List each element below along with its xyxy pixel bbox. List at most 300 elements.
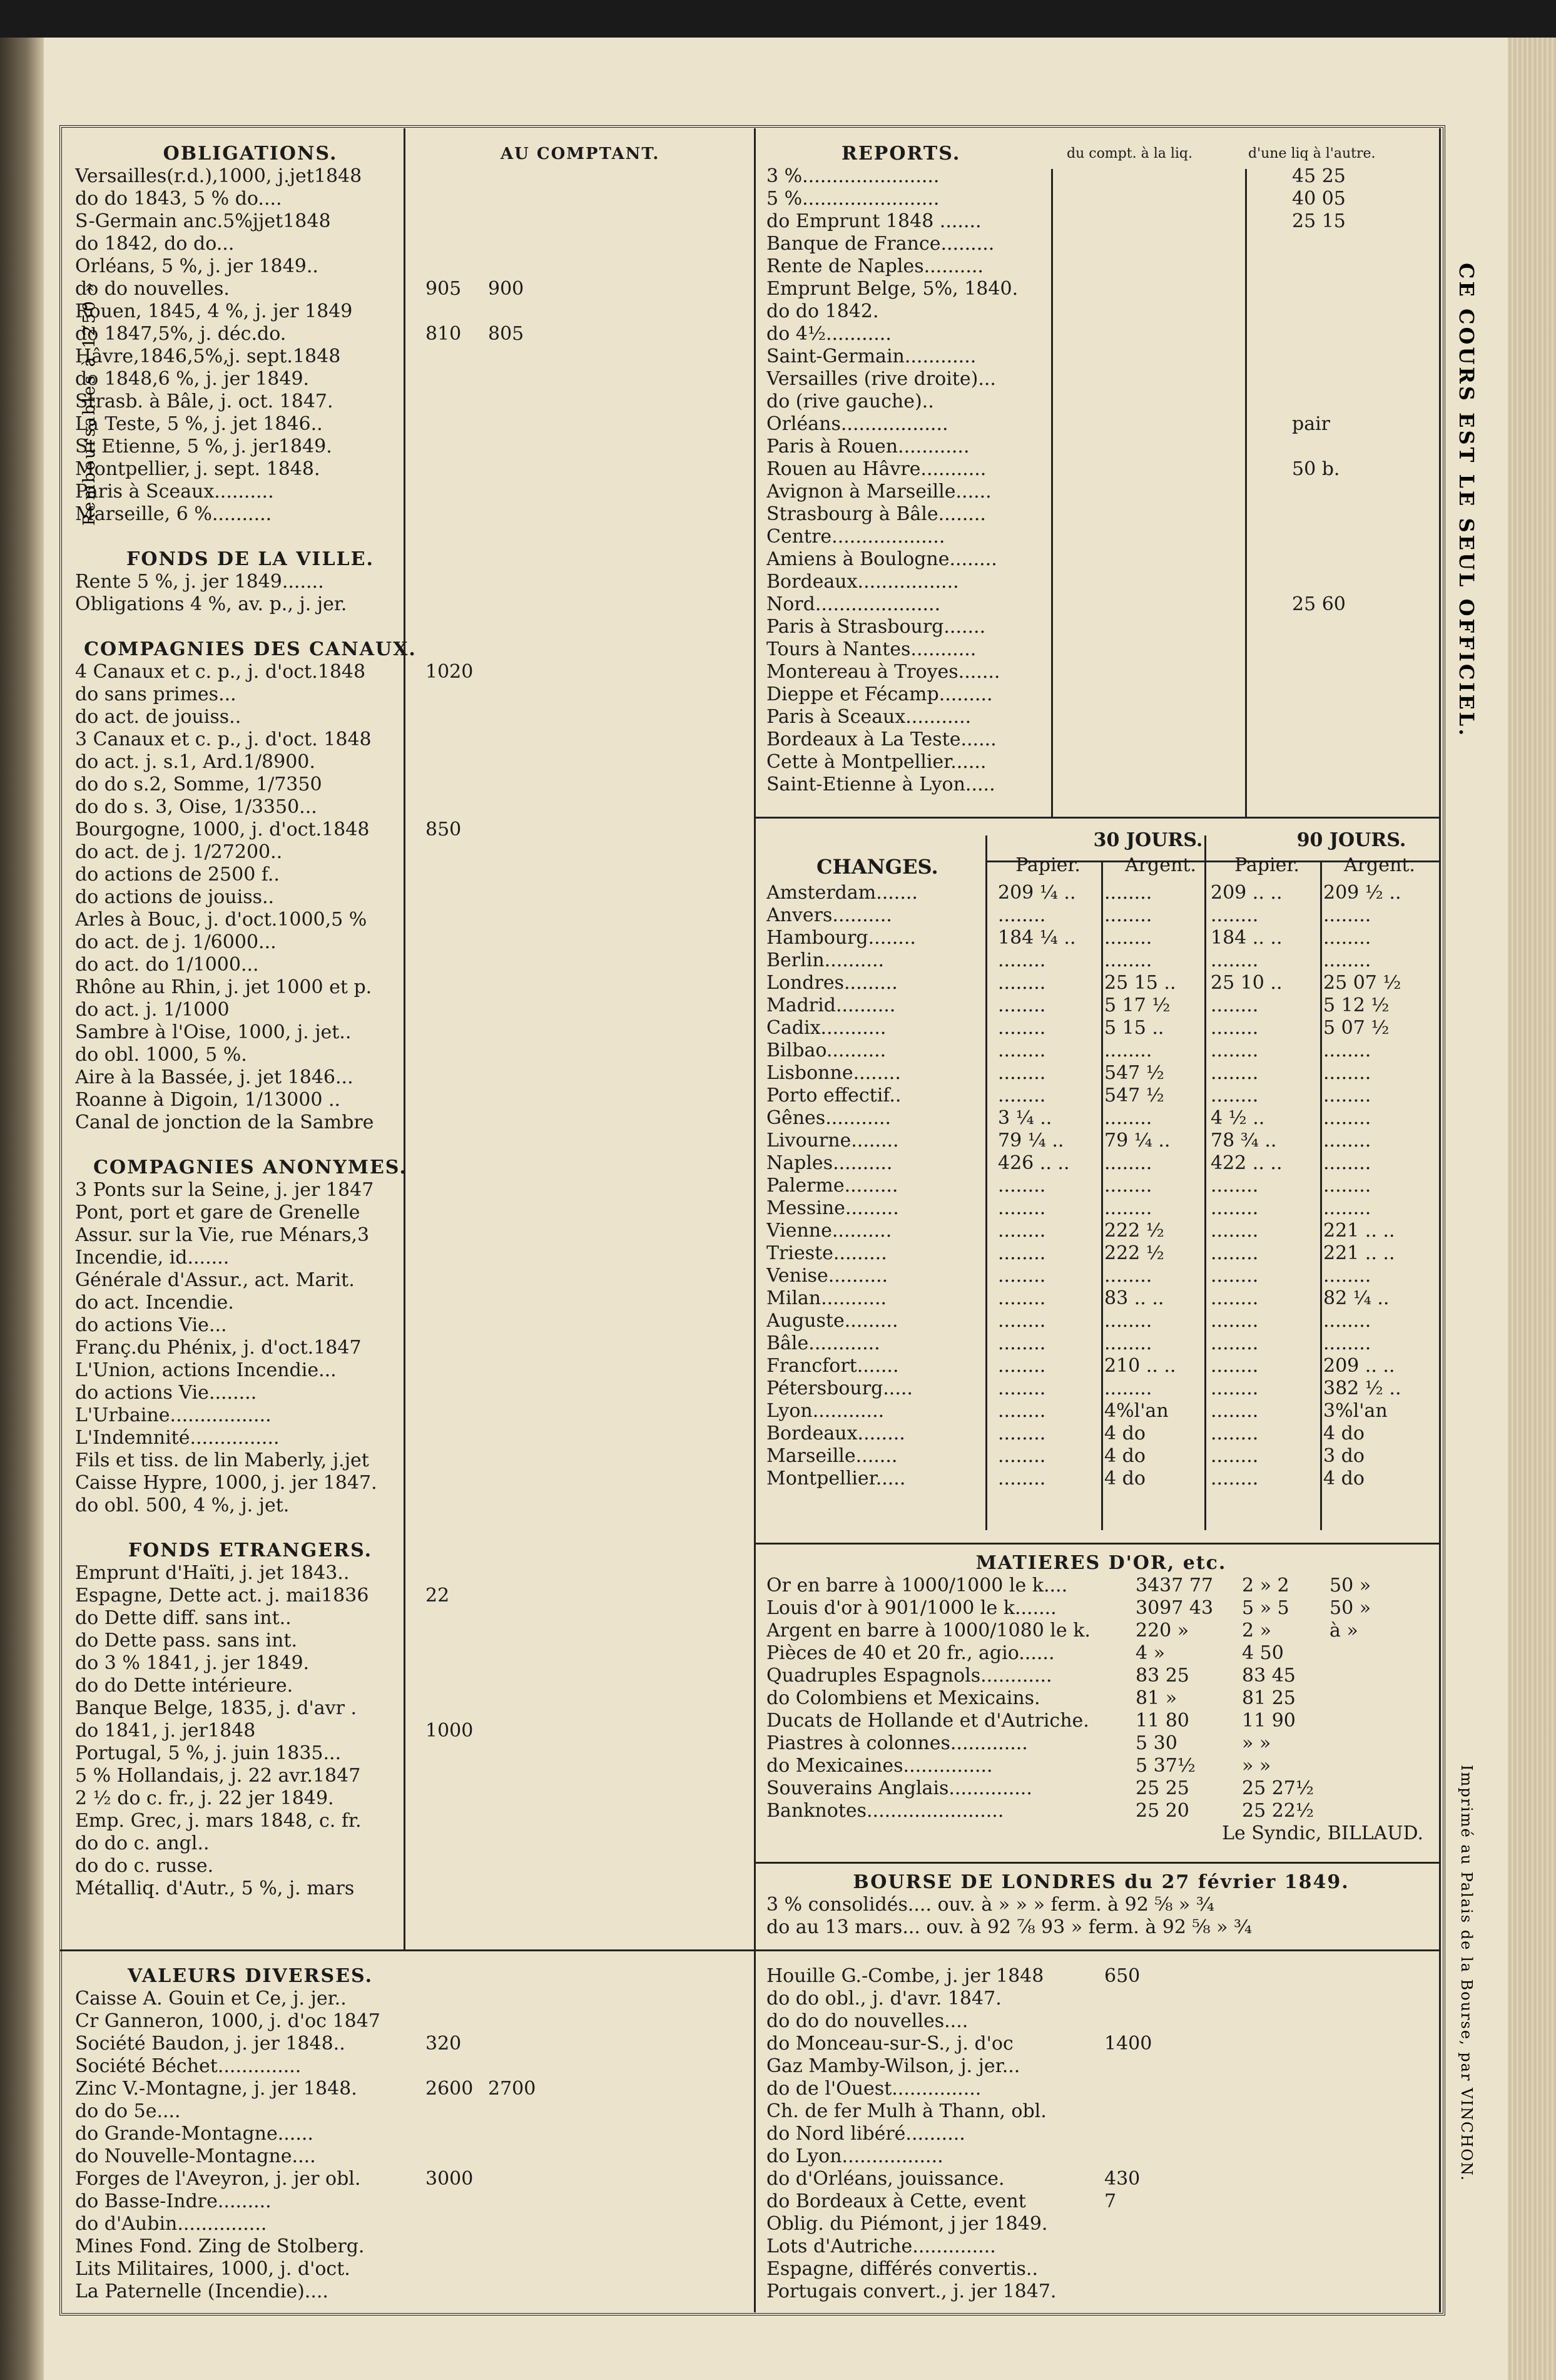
- change-value: 209 ¼ ..: [998, 882, 1076, 904]
- row-label: Espagne, différés convertis..: [766, 2258, 1038, 2280]
- table-row: [75, 368, 751, 391]
- row-label: Rhône au Rhin, j. jet 1000 et p.: [75, 976, 372, 998]
- row-label: do act. de j. 1/6000...: [75, 931, 277, 953]
- table-row: [75, 2055, 751, 2078]
- table-row: [766, 210, 1436, 233]
- row-label: Rouen au Hâvre...........: [766, 458, 987, 480]
- row-label: Emprunt d'Haïti, j. jet 1843..: [75, 1562, 350, 1584]
- change-value: ........: [998, 1287, 1046, 1309]
- matiere-value: 3097 43: [1136, 1597, 1214, 1619]
- row-label: Dieppe et Fécamp.........: [766, 683, 993, 705]
- row-label: Rouen, 1845, 4 %, j. jer 1849: [75, 300, 353, 322]
- table-row: [75, 774, 751, 796]
- table-row: [766, 278, 1436, 300]
- row-value: 650: [1104, 1965, 1141, 1987]
- bourse-heading: BOURSE DE LONDRES du 27 février 1849.: [853, 1871, 1350, 1893]
- change-value: ........: [998, 1400, 1046, 1422]
- row-label: do Dette pass. sans int.: [75, 1630, 298, 1652]
- change-value: ........: [1323, 1175, 1371, 1197]
- change-value: 5 12 ½: [1323, 994, 1390, 1016]
- row-label: 3 %.......................: [766, 165, 940, 187]
- table-row: [766, 1965, 1436, 1988]
- change-value: ........: [1211, 1197, 1259, 1219]
- row-label: Paris à Sceaux...........: [766, 706, 972, 728]
- table-row: [75, 1675, 751, 1697]
- row-label: Vienne..........: [766, 1220, 892, 1242]
- table-row: [75, 1832, 751, 1855]
- changes-30-heading: 30 JOURS.: [1093, 829, 1203, 851]
- row-label: La Teste, 5 %, j. jet 1846..: [75, 413, 323, 435]
- row-label: Berlin..........: [766, 949, 885, 971]
- row-label: Bordeaux.................: [766, 571, 959, 593]
- change-value: 4 ½ ..: [1211, 1107, 1265, 1129]
- change-value: 209 ½ ..: [1323, 882, 1401, 904]
- matiere-value: 4 50: [1242, 1642, 1284, 1664]
- row-label: Banque Belge, 1835, j. d'avr .: [75, 1697, 357, 1719]
- change-value: ........: [1323, 927, 1371, 949]
- change-value: ........: [1323, 1152, 1371, 1174]
- anonymes-heading: COMPAGNIES ANONYMES.: [93, 1157, 407, 1178]
- table-row: [75, 1427, 751, 1449]
- change-value: ........: [998, 949, 1046, 971]
- change-value: ........: [1323, 1107, 1371, 1129]
- change-value: ........: [1323, 1332, 1371, 1354]
- table-row: [766, 1755, 1436, 1777]
- row-label: Emp. Grec, j. mars 1848, c. fr.: [75, 1810, 362, 1832]
- row-label: Espagne, Dette act. j. mai1836: [75, 1585, 369, 1606]
- table-row: [75, 1855, 751, 1877]
- change-value: ........: [1211, 1400, 1259, 1422]
- change-value: ........: [1104, 882, 1152, 904]
- row-label: Strasbourg à Bâle........: [766, 503, 986, 525]
- au-comptant-heading: AU COMPTANT.: [501, 145, 660, 163]
- table-row: [75, 728, 751, 751]
- row-label: Banque de France.........: [766, 233, 995, 255]
- row-label: Pont, port et gare de Grenelle: [75, 1202, 360, 1223]
- table-row: [766, 323, 1436, 345]
- table-row: [75, 1089, 751, 1111]
- row-label: Lits Militaires, 1000, j. d'oct.: [75, 2258, 350, 2280]
- row-label: Bordeaux à La Teste......: [766, 728, 997, 750]
- row-label: Arles à Bouc, j. d'oct.1000,5 %: [75, 909, 367, 931]
- change-value: ........: [998, 904, 1046, 926]
- matiere-value: 11 80: [1136, 1710, 1189, 1732]
- row-label: Sambre à l'Oise, 1000, j. jet..: [75, 1021, 352, 1043]
- changes-heading: CHANGES.: [816, 855, 938, 879]
- row-label: Amsterdam.......: [766, 882, 918, 904]
- reports-col2: d'une liq à l'autre.: [1248, 146, 1376, 161]
- change-value: 83 .. ..: [1104, 1287, 1164, 1309]
- row-label: Lyon............: [766, 1400, 885, 1422]
- matiere-value: 2 » 2: [1242, 1575, 1289, 1596]
- change-value: ........: [1211, 1355, 1259, 1377]
- etrangers-heading: FONDS ETRANGERS.: [128, 1540, 373, 1561]
- table-row: [766, 1665, 1436, 1687]
- row-label: Incendie, id.......: [75, 1247, 230, 1269]
- row-label: do Lyon.................: [766, 2145, 943, 2167]
- papier-90: Papier.: [1234, 854, 1299, 876]
- changes-90-heading: 90 JOURS.: [1296, 829, 1406, 851]
- report-liq: 25 15: [1292, 210, 1346, 232]
- row-label: Naples..........: [766, 1152, 893, 1174]
- table-row: [766, 683, 1436, 706]
- table-row: [75, 841, 751, 864]
- row-label: do Dette diff. sans int..: [75, 1607, 292, 1629]
- row-value: 900: [488, 278, 524, 300]
- row-value: 22: [425, 1585, 450, 1606]
- table-row: [766, 1175, 1436, 1197]
- change-value: 547 ½: [1104, 1085, 1164, 1106]
- matiere-value: 25 25: [1136, 1777, 1189, 1799]
- row-label: Pièces de 40 et 20 fr., agio......: [766, 1642, 1055, 1664]
- table-row: [766, 706, 1436, 728]
- row-label: do do 5e....: [75, 2100, 181, 2122]
- change-value: ........: [1323, 1039, 1371, 1061]
- row-label: do do obl., j. d'avr. 1847.: [766, 1988, 1002, 2010]
- change-value: ........: [998, 1468, 1046, 1489]
- table-row: [766, 1732, 1436, 1755]
- table-row: [75, 886, 751, 909]
- table-row: [75, 661, 751, 683]
- row-label: 3 Ponts sur la Seine, j. jer 1847: [75, 1179, 374, 1201]
- row-label: Amiens à Boulogne........: [766, 548, 997, 570]
- row-label: do obl. 500, 4 %, j. jet.: [75, 1494, 290, 1516]
- change-value: 25 07 ½: [1323, 972, 1401, 994]
- row-label: Portugal, 5 %, j. juin 1835...: [75, 1742, 342, 1764]
- table-row: [75, 1224, 751, 1247]
- table-row: [766, 165, 1436, 188]
- row-label: do 3 % 1841, j. jer 1849.: [75, 1652, 310, 1674]
- change-value: 4 do: [1104, 1422, 1146, 1444]
- reports-col1: du compt. à la liq.: [1067, 146, 1192, 161]
- table-row: [766, 255, 1436, 278]
- row-label: Portugais convert., j. jer 1847.: [766, 2280, 1057, 2302]
- row-label: Milan...........: [766, 1287, 887, 1309]
- row-value: 2700: [488, 2078, 536, 2100]
- change-value: 221 .. ..: [1323, 1220, 1395, 1242]
- matiere-value: 25 20: [1136, 1800, 1189, 1822]
- valeurs2-list: [766, 1965, 1436, 2303]
- fonds-ville-heading: FONDS DE LA VILLE.: [126, 548, 374, 570]
- row-label: do d'Orléans, jouissance.: [766, 2168, 1005, 2190]
- table-row: [766, 436, 1436, 458]
- change-value: ........: [1211, 1468, 1259, 1489]
- row-label: Montereau à Troyes.......: [766, 661, 1000, 683]
- row-label: do 1842, do do...: [75, 233, 235, 255]
- table-row: [766, 458, 1436, 481]
- row-label: do Bordeaux à Cette, event: [766, 2190, 1026, 2212]
- table-row: [766, 2100, 1436, 2123]
- change-value: ........: [998, 1242, 1046, 1264]
- row-label: do 1847,5%, j. déc.do.: [75, 323, 287, 345]
- change-value: 422 .. ..: [1211, 1152, 1283, 1174]
- table-row: [766, 1575, 1436, 1597]
- table-row: [75, 1382, 751, 1404]
- matieres-section: [766, 1552, 1436, 1845]
- table-row: [75, 1787, 751, 1810]
- row-value: 1020: [425, 661, 474, 683]
- row-label: Société Baudon, j. jer 1848..: [75, 2033, 345, 2055]
- table-row: [766, 2190, 1436, 2213]
- change-value: ........: [1323, 1310, 1371, 1332]
- table-row: [75, 2100, 751, 2123]
- table-row: [75, 1044, 751, 1066]
- row-label: do obl. 1000, 5 %.: [75, 1044, 247, 1066]
- table-row: [766, 638, 1436, 661]
- change-value: ........: [1104, 1197, 1152, 1219]
- table-row: [75, 1810, 751, 1832]
- table-row: [766, 413, 1436, 436]
- table-row: [766, 1687, 1436, 1710]
- change-value: ........: [1211, 904, 1259, 926]
- table-row: [766, 949, 1436, 972]
- table-row: [75, 1607, 751, 1630]
- matiere-value: 81 »: [1136, 1687, 1177, 1709]
- left-column: [75, 143, 751, 1900]
- row-label: Rente 5 %, j. jer 1849.......: [75, 571, 324, 593]
- change-value: ........: [1211, 1445, 1259, 1467]
- table-row: [75, 1697, 751, 1720]
- table-row: [75, 1449, 751, 1472]
- row-value: 805: [488, 323, 524, 345]
- change-value: 3%l'an: [1323, 1400, 1388, 1422]
- table-row: [766, 481, 1436, 503]
- table-row: [75, 233, 751, 255]
- row-label: do 1848,6 %, j. jer 1849.: [75, 368, 310, 390]
- row-label: Emprunt Belge, 5%, 1840.: [766, 278, 1019, 300]
- row-value: 7: [1104, 2190, 1117, 2212]
- table-row: [75, 165, 751, 188]
- row-label: Franç.du Phénix, j. d'oct.1847: [75, 1337, 362, 1359]
- matiere-value: 3437 77: [1136, 1575, 1214, 1596]
- row-label: Bourgogne, 1000, j. d'oct.1848: [75, 819, 370, 840]
- official-notice: CE COURS EST LE SEUL OFFICIEL.: [1455, 263, 1478, 738]
- table-row: [766, 1620, 1436, 1642]
- change-value: ........: [998, 1197, 1046, 1219]
- syndic-line: Le Syndic, BILLAUD.: [1222, 1822, 1423, 1844]
- table-row: [766, 1062, 1436, 1085]
- row-label: do act. j. 1/1000: [75, 999, 230, 1021]
- row-label: do (rive gauche)..: [766, 391, 934, 412]
- change-value: 222 ½: [1104, 1242, 1164, 1264]
- table-row: [75, 2033, 751, 2055]
- row-label: Venise..........: [766, 1265, 888, 1287]
- row-label: Versailles (rive droite)...: [766, 368, 996, 390]
- row-label: do act. de jouiss..: [75, 706, 242, 728]
- row-label: Paris à Rouen............: [766, 436, 970, 457]
- row-label: Londres.........: [766, 972, 898, 994]
- change-value: 4 do: [1323, 1468, 1365, 1489]
- table-row: [75, 2235, 751, 2258]
- printer-notice: Imprimé au Palais de la Bourse, par VINCHON.: [1458, 1765, 1475, 2182]
- row-value: 850: [425, 819, 462, 840]
- table-row: [75, 1269, 751, 1292]
- row-label: Palerme.........: [766, 1175, 898, 1197]
- table-row: [75, 458, 751, 481]
- valeurs-list: [75, 1988, 751, 2303]
- change-value: ........: [998, 1445, 1046, 1467]
- table-row: [766, 904, 1436, 927]
- row-label: Marseille.......: [766, 1445, 898, 1467]
- matiere-value: » »: [1242, 1755, 1271, 1777]
- row-label: do do 1843, 5 % do....: [75, 188, 282, 210]
- change-value: ........: [1323, 1130, 1371, 1152]
- table-row: [75, 188, 751, 210]
- row-label: Avignon à Marseille......: [766, 481, 992, 503]
- table-row: [75, 2280, 751, 2303]
- table-row: [766, 774, 1436, 796]
- table-row: [766, 2168, 1436, 2190]
- change-value: ........: [998, 1220, 1046, 1242]
- table-row: [766, 571, 1436, 593]
- table-row: [75, 706, 751, 728]
- matiere-value: 25 27½: [1242, 1777, 1314, 1799]
- table-row: [766, 1422, 1436, 1445]
- row-label: Forges de l'Aveyron, j. jer obl.: [75, 2168, 361, 2190]
- table-row: [75, 1988, 751, 2010]
- table-row: [75, 571, 751, 593]
- row-label: Orléans, 5 %, j. jer 1849..: [75, 255, 318, 277]
- table-row: [75, 1021, 751, 1044]
- row-label: 3 Canaux et c. p., j. d'oct. 1848: [75, 728, 372, 750]
- table-row: [75, 1066, 751, 1089]
- table-row: [75, 2190, 751, 2213]
- table-row: [75, 2258, 751, 2280]
- table-row: [75, 999, 751, 1021]
- table-row: [766, 1777, 1436, 1800]
- reports-list: [766, 165, 1436, 796]
- table-row: [75, 210, 751, 233]
- bourse-section: [766, 1871, 1436, 1939]
- change-value: 4 do: [1104, 1445, 1146, 1467]
- change-value: 3 do: [1323, 1445, 1365, 1467]
- table-row: [766, 1988, 1436, 2010]
- table-row: [766, 1310, 1436, 1332]
- row-label: Trieste.........: [766, 1242, 887, 1264]
- row-label: Assur. sur la Vie, rue Ménars,3: [75, 1224, 370, 1246]
- table-row: [75, 931, 751, 954]
- row-label: L'Union, actions Incendie...: [75, 1359, 337, 1381]
- row-label: do actions Vie...: [75, 1314, 227, 1336]
- table-row: [766, 1107, 1436, 1130]
- change-value: ........: [1211, 1332, 1259, 1354]
- table-row: [75, 954, 751, 976]
- change-value: ........: [1211, 1310, 1259, 1332]
- valeurs-heading: VALEURS DIVERSES.: [127, 1965, 374, 1987]
- matiere-value: 25 22½: [1242, 1800, 1314, 1822]
- row-label: Ducats de Hollande et d'Autriche.: [766, 1710, 1089, 1732]
- row-label: Lots d'Autriche..............: [766, 2235, 996, 2257]
- row-label: Rente de Naples..........: [766, 255, 984, 277]
- report-liq: 50 b.: [1292, 458, 1340, 480]
- matiere-value: 50 »: [1330, 1597, 1371, 1619]
- table-row: [75, 2123, 751, 2145]
- change-value: ........: [1211, 1377, 1259, 1399]
- row-label: do actions de jouiss..: [75, 886, 275, 908]
- table-row: [766, 1445, 1436, 1468]
- row-label: 5 % Hollandais, j. 22 avr.1847: [75, 1765, 361, 1787]
- row-label: do do 1842.: [766, 300, 879, 322]
- change-value: ........: [1104, 1039, 1152, 1061]
- change-value: ........: [998, 1062, 1046, 1084]
- table-row: [766, 972, 1436, 994]
- table-row: [766, 2010, 1436, 2033]
- table-row: [75, 864, 751, 886]
- argent-90: Argent.: [1344, 854, 1415, 876]
- divider: [755, 1862, 1439, 1864]
- row-label: do do c. angl..: [75, 1832, 210, 1854]
- change-value: ........: [1211, 949, 1259, 971]
- change-value: 209 .. ..: [1211, 882, 1283, 904]
- page-edges: [1508, 38, 1556, 2380]
- change-value: 222 ½: [1104, 1220, 1164, 1242]
- row-label: Ch. de fer Mulh à Thann, obl.: [766, 2100, 1047, 2122]
- report-liq: pair: [1292, 413, 1331, 435]
- table-row: [766, 1400, 1436, 1422]
- reports-section: [766, 143, 1436, 796]
- row-label: Marseille, 6 %..........: [75, 503, 272, 525]
- matiere-value: 11 90: [1242, 1710, 1296, 1732]
- table-row: [766, 994, 1436, 1017]
- table-row: [766, 751, 1436, 774]
- table-row: [766, 1468, 1436, 1490]
- change-value: ........: [1211, 1017, 1259, 1039]
- table-row: [766, 1152, 1436, 1175]
- change-value: ........: [998, 972, 1046, 994]
- matiere-value: 83 25: [1136, 1665, 1189, 1687]
- change-value: 78 ¾ ..: [1211, 1130, 1277, 1152]
- row-label: do do s. 3, Oise, 1/3350...: [75, 796, 317, 818]
- row-label: Hâvre,1846,5%,j. sept.1848: [75, 345, 341, 367]
- change-value: 210 .. ..: [1104, 1355, 1176, 1377]
- table-row: [766, 1085, 1436, 1107]
- table-row: [75, 1877, 751, 1900]
- row-label: Société Béchet..............: [75, 2055, 302, 2077]
- table-row: [75, 1359, 751, 1382]
- change-value: ........: [1211, 1220, 1259, 1242]
- row-label: Cette à Montpellier......: [766, 751, 987, 773]
- change-value: 426 .. ..: [998, 1152, 1070, 1174]
- row-label: Caisse Hypre, 1000, j. jer 1847.: [75, 1472, 377, 1494]
- row-label: Anvers..........: [766, 904, 892, 926]
- row-label: Mines Fond. Zing de Stolberg.: [75, 2235, 365, 2257]
- row-value: 810: [425, 323, 462, 345]
- change-value: ........: [1104, 1332, 1152, 1354]
- row-label: L'Indemnité...............: [75, 1427, 280, 1449]
- divider: [755, 1949, 1439, 1951]
- change-value: ........: [998, 1377, 1046, 1399]
- row-label: Souverains Anglais..............: [766, 1777, 1032, 1799]
- row-label: Caisse A. Gouin et Ce, j. jer..: [75, 1988, 347, 2010]
- table-row: [75, 1337, 751, 1359]
- change-value: ........: [1211, 1039, 1259, 1061]
- table-row: [75, 1472, 751, 1494]
- matiere-value: 4 »: [1136, 1642, 1165, 1664]
- valeurs-column: [75, 1965, 751, 2303]
- table-row: [766, 300, 1436, 323]
- obligations-list: [75, 165, 751, 526]
- row-label: do 1841, j. jer1848: [75, 1720, 256, 1742]
- canaux-list: [75, 661, 751, 1134]
- table-row: [75, 593, 751, 616]
- table-row: [766, 1597, 1436, 1620]
- matiere-value: à »: [1330, 1620, 1358, 1642]
- row-label: do Mexicaines...............: [766, 1755, 993, 1777]
- change-value: ........: [998, 1265, 1046, 1287]
- row-label: Bordeaux........: [766, 1422, 905, 1444]
- table-row: [75, 1179, 751, 1202]
- table-row: [75, 1562, 751, 1585]
